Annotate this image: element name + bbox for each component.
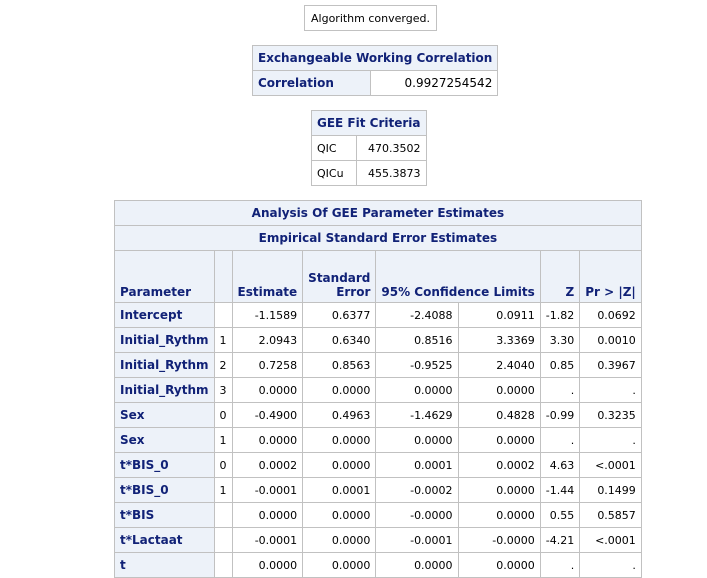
column-header-p-value: Pr > |Z| xyxy=(580,251,642,303)
fit-row-value: 455.3873 xyxy=(356,161,426,186)
se-header-line1: Standard xyxy=(308,271,371,285)
parameter-name: t*BIS_0 xyxy=(115,478,215,503)
fit-row xyxy=(312,136,427,161)
p-value: 0.3967 xyxy=(580,353,642,378)
lower-confidence-limit: -1.4629 xyxy=(376,403,458,428)
p-value: 0.0010 xyxy=(580,328,642,353)
z-value: . xyxy=(540,378,579,403)
upper-confidence-limit: 0.0002 xyxy=(458,453,540,478)
z-value: -1.82 xyxy=(540,303,579,328)
lower-confidence-limit: -0.9525 xyxy=(376,353,458,378)
parameter-name: Sex xyxy=(115,428,215,453)
gee-fit-criteria-table xyxy=(311,110,427,186)
fit-row-label: QICu xyxy=(312,161,357,186)
upper-confidence-limit: 2.4040 xyxy=(458,353,540,378)
upper-confidence-limit: 0.0000 xyxy=(458,428,540,453)
parameter-name: t*BIS_0 xyxy=(115,453,215,478)
class-level xyxy=(214,303,232,328)
class-level xyxy=(214,528,232,553)
column-header-z: Z xyxy=(540,251,579,303)
working-correlation-table xyxy=(252,45,498,96)
estimate-value: 0.0000 xyxy=(232,553,303,578)
class-level: 1 xyxy=(214,328,232,353)
working-correlation-title: Exchangeable Working Correlation xyxy=(253,46,498,71)
parameter-name: t*Lactaat xyxy=(115,528,215,553)
standard-error-value: 0.0000 xyxy=(303,503,376,528)
p-value: . xyxy=(580,553,642,578)
lower-confidence-limit: -0.0000 xyxy=(376,503,458,528)
upper-confidence-limit: 0.0000 xyxy=(458,553,540,578)
column-header-standard-error xyxy=(303,251,376,303)
standard-error-value: 0.0001 xyxy=(303,478,376,503)
p-value: 0.3235 xyxy=(580,403,642,428)
standard-error-value: 0.6377 xyxy=(303,303,376,328)
table-row xyxy=(115,353,642,378)
parameter-name: Initial_Rythm xyxy=(115,328,215,353)
standard-error-value: 0.8563 xyxy=(303,353,376,378)
standard-error-value: 0.0000 xyxy=(303,553,376,578)
parameter-name: t*BIS xyxy=(115,503,215,528)
standard-error-value: 0.4963 xyxy=(303,403,376,428)
class-level: 1 xyxy=(214,428,232,453)
class-level xyxy=(214,503,232,528)
p-value: 0.1499 xyxy=(580,478,642,503)
z-value: 3.30 xyxy=(540,328,579,353)
z-value: -1.44 xyxy=(540,478,579,503)
z-value: 0.55 xyxy=(540,503,579,528)
z-value: -4.21 xyxy=(540,528,579,553)
correlation-value: 0.9927254542 xyxy=(371,71,498,96)
parameter-name: Sex xyxy=(115,403,215,428)
column-header-estimate: Estimate xyxy=(232,251,303,303)
table-row xyxy=(115,403,642,428)
table-row xyxy=(115,478,642,503)
estimate-value: 0.0002 xyxy=(232,453,303,478)
convergence-status-box xyxy=(304,5,437,31)
class-level: 3 xyxy=(214,378,232,403)
estimate-value: -1.1589 xyxy=(232,303,303,328)
p-value: . xyxy=(580,378,642,403)
estimate-value: -0.0001 xyxy=(232,478,303,503)
z-value: 4.63 xyxy=(540,453,579,478)
standard-error-value: 0.0000 xyxy=(303,378,376,403)
column-header-level xyxy=(214,251,232,303)
standard-error-value: 0.0000 xyxy=(303,428,376,453)
estimate-value: 0.0000 xyxy=(232,428,303,453)
correlation-row-label: Correlation xyxy=(253,71,371,96)
table-row xyxy=(115,528,642,553)
table-row xyxy=(115,428,642,453)
estimates-body xyxy=(115,303,642,578)
lower-confidence-limit: 0.0000 xyxy=(376,378,458,403)
upper-confidence-limit: 3.3369 xyxy=(458,328,540,353)
lower-confidence-limit: 0.8516 xyxy=(376,328,458,353)
class-level: 2 xyxy=(214,353,232,378)
class-level xyxy=(214,553,232,578)
estimate-value: 0.0000 xyxy=(232,503,303,528)
parameter-name: t xyxy=(115,553,215,578)
standard-error-value: 0.0000 xyxy=(303,528,376,553)
class-level: 0 xyxy=(214,453,232,478)
table-row xyxy=(115,328,642,353)
fit-row xyxy=(312,161,427,186)
p-value: . xyxy=(580,428,642,453)
upper-confidence-limit: 0.0911 xyxy=(458,303,540,328)
p-value: <.0001 xyxy=(580,453,642,478)
z-value: -0.99 xyxy=(540,403,579,428)
upper-confidence-limit: -0.0000 xyxy=(458,528,540,553)
upper-confidence-limit: 0.0000 xyxy=(458,478,540,503)
class-level: 1 xyxy=(214,478,232,503)
p-value: 0.5857 xyxy=(580,503,642,528)
z-value: . xyxy=(540,428,579,453)
convergence-message: Algorithm converged. xyxy=(305,6,437,31)
estimate-value: 0.7258 xyxy=(232,353,303,378)
lower-confidence-limit: 0.0001 xyxy=(376,453,458,478)
lower-confidence-limit: -2.4088 xyxy=(376,303,458,328)
p-value: 0.0692 xyxy=(580,303,642,328)
fit-row-label: QIC xyxy=(312,136,357,161)
column-header-parameter: Parameter xyxy=(115,251,215,303)
estimate-value: 2.0943 xyxy=(232,328,303,353)
parameter-name: Initial_Rythm xyxy=(115,378,215,403)
estimate-value: -0.0001 xyxy=(232,528,303,553)
table-row xyxy=(115,503,642,528)
estimate-value: 0.0000 xyxy=(232,378,303,403)
table-row xyxy=(115,378,642,403)
upper-confidence-limit: 0.0000 xyxy=(458,503,540,528)
upper-confidence-limit: 0.4828 xyxy=(458,403,540,428)
fit-row-value: 470.3502 xyxy=(356,136,426,161)
column-header-confidence-limits: 95% Confidence Limits xyxy=(376,251,540,303)
estimate-value: -0.4900 xyxy=(232,403,303,428)
class-level: 0 xyxy=(214,403,232,428)
table-row xyxy=(115,303,642,328)
parameter-name: Initial_Rythm xyxy=(115,353,215,378)
standard-error-value: 0.0000 xyxy=(303,453,376,478)
parameter-name: Intercept xyxy=(115,303,215,328)
lower-confidence-limit: 0.0000 xyxy=(376,553,458,578)
estimates-title: Analysis Of GEE Parameter Estimates xyxy=(115,201,642,226)
estimates-subtitle: Empirical Standard Error Estimates xyxy=(115,226,642,251)
p-value: <.0001 xyxy=(580,528,642,553)
upper-confidence-limit: 0.0000 xyxy=(458,378,540,403)
z-value: . xyxy=(540,553,579,578)
table-row xyxy=(115,453,642,478)
lower-confidence-limit: 0.0000 xyxy=(376,428,458,453)
lower-confidence-limit: -0.0002 xyxy=(376,478,458,503)
table-row xyxy=(115,553,642,578)
fit-criteria-title: GEE Fit Criteria xyxy=(312,111,427,136)
standard-error-value: 0.6340 xyxy=(303,328,376,353)
z-value: 0.85 xyxy=(540,353,579,378)
lower-confidence-limit: -0.0001 xyxy=(376,528,458,553)
parameter-estimates-table xyxy=(114,200,642,578)
se-header-line2: Error xyxy=(336,285,371,299)
